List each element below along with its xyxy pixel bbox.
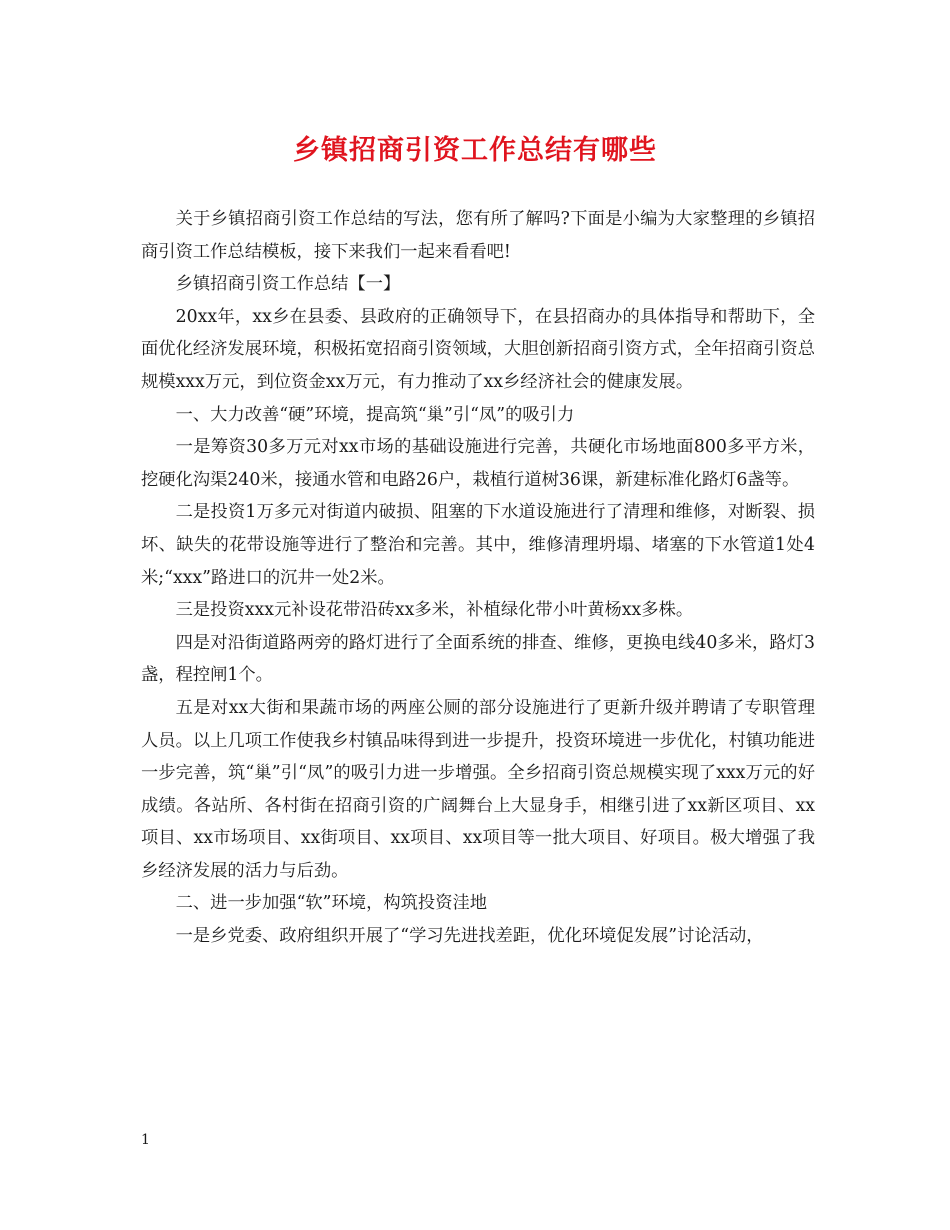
page-number: 1 bbox=[141, 1132, 150, 1148]
paragraph: 三是投资xxx元补设花带沿砖xx多米，补植绿化带小叶黄杨xx多株。 bbox=[175, 600, 694, 621]
document-title: 乡镇招商引资工作总结有哪些 bbox=[293, 135, 657, 166]
paragraph: 关于乡镇招商引资工作总结的写法，您有所了解吗?下面是小编为大家整理的乡镇招商引资工作总结模板，接下来我们一起来看看吧! bbox=[141, 209, 815, 262]
paragraph: 一是乡党委、政府组织开展了“学习先进找差距，优化环境促发展”讨论活动， bbox=[175, 926, 764, 947]
section-heading: 二、进一步加强“软”环境，构筑投资洼地 bbox=[175, 893, 488, 914]
section-heading: 一、大力改善“硬”环境，提高筑“巢”引“凤”的吸引力 bbox=[175, 404, 575, 425]
document-body bbox=[141, 203, 815, 953]
paragraph: 五是对xx大街和果蔬市场的两座公厕的部分设施进行了更新升级并聘请了专职管理人员。以上几项工作使我乡村镇品味得到进一步提升，投资环境进一步优化，村镇功能进一步完善，筑“巢”引“凤”的吸引力进一步增强。全乡招商引资总规模实现了xxx万元的好成绩。各站所、各村街在招商引资的广阔舞台上大显身手，相继引进了xx新区项目、xx项目、xx市场项目、xx街项目、xx项目、xx项目等一批大项目、好项目。极大增强了我乡经济发展的活力与后劲。 bbox=[141, 697, 815, 881]
paragraph: 二是投资1万多元对街道内破损、阻塞的下水道设施进行了清理和维修，对断裂、损坏、缺失的花带设施等进行了整治和完善。其中，维修清理坍塌、堵塞的下水管道1处4米;“xxx”路进口的沉井一处2米。 bbox=[141, 502, 815, 588]
paragraph: 20xx年，xx乡在县委、县政府的正确领导下，在县招商办的具体指导和帮助下，全面优化经济发展环境，积极拓宽招商引资领域，大胆创新招商引资方式，全年招商引资总规模xxx万元，到位资金xx万元，有力推动了xx乡经济社会的健康发展。 bbox=[141, 306, 815, 392]
paragraph: 一是筹资30多万元对xx市场的基础设施进行完善，共硬化市场地面800多平方米，挖硬化沟渠240米，接通水管和电路26户，栽植行道树36课，新建标准化路灯6盏等。 bbox=[141, 437, 815, 490]
section-heading: 乡镇招商引资工作总结【一】 bbox=[175, 274, 401, 295]
paragraph: 四是对沿街道路两旁的路灯进行了全面系统的排查、维修，更换电线40多米，路灯3盏，程控闸1个。 bbox=[141, 632, 815, 686]
